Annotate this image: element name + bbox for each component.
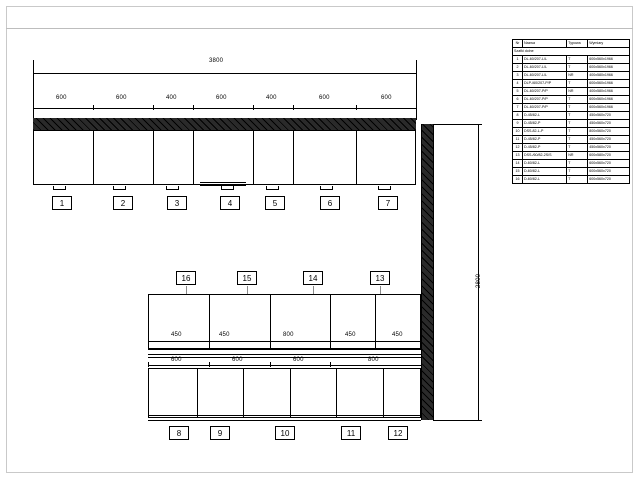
legend-cell-typ: NR — [567, 72, 588, 80]
segment-dim-label: 400 — [166, 95, 177, 101]
tag-5[interactable]: 5 — [265, 196, 285, 210]
lower-upper-dim-label: 450 — [171, 332, 182, 338]
legend-cell-name: DL-60/207-P/P — [522, 104, 566, 112]
leader-line — [186, 286, 187, 294]
tag-1[interactable]: 1 — [52, 196, 72, 210]
legend-cell-name: DL-60/207-P/P — [522, 96, 566, 104]
cabinet-detail-label — [206, 178, 207, 182]
legend-cell-nr: 14 — [513, 160, 523, 168]
dim-tick — [270, 362, 271, 367]
tag-16[interactable]: 16 — [176, 271, 196, 285]
legend-cell-dim: 600x560x720 — [588, 176, 630, 184]
legend-cell-nr: 13 — [513, 152, 523, 160]
legend-cell-nr: 15 — [513, 168, 523, 176]
run-separator — [148, 354, 421, 355]
tag-7[interactable]: 7 — [378, 196, 398, 210]
legend-cell-typ: T — [567, 120, 588, 128]
legend-cell-name: DL-60/207-L/L — [522, 72, 566, 80]
segment-dim-label: 600 — [56, 95, 67, 101]
lower-lower-dim-label: 800 — [368, 357, 379, 363]
legend-header-wymiary: Wymiary — [588, 40, 630, 48]
legend-cell-dim: 600x560x1966 — [588, 56, 630, 64]
right-dim-line — [478, 124, 479, 420]
dim-tick — [416, 105, 417, 110]
legend-cell-dim: 600x580x720 — [588, 152, 630, 160]
legend-cell-nr: 9 — [513, 120, 523, 128]
cabinet-foot — [266, 186, 279, 190]
legend-row — [513, 144, 630, 152]
dim-tick — [148, 338, 149, 343]
right-dim-label: 2800 — [476, 273, 482, 288]
cabinet-divider — [253, 130, 254, 185]
legend-cell-name: DL-60/207-L/L — [522, 56, 566, 64]
legend-cell-nr: 11 — [513, 136, 523, 144]
legend-cell-typ: T — [567, 144, 588, 152]
dim-tick — [356, 105, 357, 110]
cabinet-divider — [290, 368, 291, 418]
cabinet-divider — [383, 368, 384, 418]
lower-lower-dim-label: 600 — [293, 357, 304, 363]
legend-cell-typ: T — [567, 64, 588, 72]
legend-header-nr: Nr — [513, 40, 523, 48]
cabinet-foot — [221, 186, 234, 190]
tag-15[interactable]: 15 — [237, 271, 257, 285]
cabinet-foot — [320, 186, 333, 190]
tag-3[interactable]: 3 — [167, 196, 187, 210]
lower-lower-run — [148, 368, 421, 418]
legend-cell-nr: 8 — [513, 112, 523, 120]
tag-14[interactable]: 14 — [303, 271, 323, 285]
tag-11[interactable]: 11 — [341, 426, 361, 440]
legend-cell-nr: 4 — [513, 80, 523, 88]
sheet-header-rule — [6, 28, 633, 29]
ext-line — [433, 420, 481, 421]
legend-cell-dim: 400x580x1966 — [588, 88, 630, 96]
lower-upper-dim-label: 450 — [219, 332, 230, 338]
legend-cell-dim: 600x560x720 — [588, 168, 630, 176]
legend-cell-nr: 16 — [513, 176, 523, 184]
leader-line — [380, 286, 381, 294]
legend-header-typowa: Typowa — [567, 40, 588, 48]
leader-line — [247, 286, 248, 294]
cabinet-divider — [197, 368, 198, 418]
legend-row — [513, 176, 630, 184]
legend-table — [512, 39, 630, 184]
tag-4[interactable]: 4 — [220, 196, 240, 210]
segment-dim-label: 600 — [116, 95, 127, 101]
cabinet-foot — [378, 186, 391, 190]
floor-line — [148, 420, 421, 421]
legend-header-name: Nazwa — [522, 40, 566, 48]
legend-row — [513, 96, 630, 104]
legend-cell-nr: 3 — [513, 72, 523, 80]
dim-tick — [93, 105, 94, 110]
legend-row — [513, 64, 630, 72]
cabinet-divider — [193, 130, 194, 185]
upper-cabinet-run — [33, 130, 416, 185]
legend-cell-name: DLP-/60/207-P/P — [522, 80, 566, 88]
legend-cell-dim: 450x560x720 — [588, 112, 630, 120]
tag-10[interactable]: 10 — [275, 426, 295, 440]
legend-header-row — [513, 40, 630, 48]
tag-13[interactable]: 13 — [370, 271, 390, 285]
tag-12[interactable]: 12 — [388, 426, 408, 440]
legend-cell-typ: T — [567, 176, 588, 184]
legend-cell-dim: 800x560x720 — [588, 128, 630, 136]
dim-tick — [293, 105, 294, 110]
lower-lower-dim-line — [148, 365, 421, 366]
legend-group-row — [513, 48, 630, 56]
dim-tick — [148, 362, 149, 367]
legend-group-label: Szafki dolne — [513, 48, 630, 56]
legend-row — [513, 152, 630, 160]
legend-cell-typ: T — [567, 96, 588, 104]
lower-lower-dim-label: 600 — [232, 357, 243, 363]
leader-line — [313, 286, 314, 294]
cabinet-foot — [113, 186, 126, 190]
legend-row — [513, 128, 630, 136]
legend-cell-nr: 12 — [513, 144, 523, 152]
legend-row — [513, 104, 630, 112]
dim-tick — [270, 338, 271, 343]
dim-tick — [330, 362, 331, 367]
dim-tick — [153, 105, 154, 110]
ext-line — [416, 60, 417, 120]
tag-8[interactable]: 8 — [169, 426, 189, 440]
lower-upper-dim-label: 450 — [392, 332, 403, 338]
legend-row — [513, 112, 630, 120]
dim-tick — [209, 338, 210, 343]
legend-row — [513, 72, 630, 80]
cabinet-divider — [336, 368, 337, 418]
legend-cell-dim: 600x560x1966 — [588, 80, 630, 88]
legend-cell-dim: 600x560x1966 — [588, 64, 630, 72]
legend-cell-name: DL-60/207-L/L — [522, 64, 566, 72]
segment-dim-label: 400 — [266, 95, 277, 101]
tag-6[interactable]: 6 — [320, 196, 340, 210]
dim-tick — [330, 338, 331, 343]
cabinet-foot — [166, 186, 179, 190]
legend-cell-typ: NR — [567, 152, 588, 160]
legend-row — [513, 120, 630, 128]
legend-row — [513, 56, 630, 64]
dim-tick — [209, 362, 210, 367]
lower-upper-dim-label: 800 — [283, 332, 294, 338]
legend-row — [513, 168, 630, 176]
tag-9[interactable]: 9 — [210, 426, 230, 440]
legend-cell-typ: T — [567, 112, 588, 120]
dim-tick — [193, 105, 194, 110]
legend-cell-dim: 400x580x1966 — [588, 72, 630, 80]
legend-cell-typ: T — [567, 160, 588, 168]
legend-cell-name: DSS-82-L-P — [522, 128, 566, 136]
legend-cell-name: D-45/82-P — [522, 136, 566, 144]
plinth-line — [148, 415, 421, 416]
legend-cell-nr: 10 — [513, 128, 523, 136]
legend-cell-dim: 450x560x720 — [588, 120, 630, 128]
right-hatched-wall — [421, 124, 433, 420]
lower-upper-dim-label: 450 — [345, 332, 356, 338]
cabinet-divider — [93, 130, 94, 185]
ext-line — [33, 60, 34, 120]
segment-dim-label: 600 — [381, 95, 392, 101]
cabinet-divider — [356, 130, 357, 185]
legend-cell-nr: 2 — [513, 64, 523, 72]
top-hatched-band — [33, 118, 416, 130]
dim-tick — [253, 105, 254, 110]
wall-edge — [421, 124, 422, 420]
lower-lower-dim-label: 600 — [171, 357, 182, 363]
legend-cell-typ: T — [567, 136, 588, 144]
legend-cell-name: D-45/82-P — [522, 144, 566, 152]
legend-cell-typ: T — [567, 104, 588, 112]
segment-dim-line-top — [33, 108, 416, 109]
dim-tick — [33, 105, 34, 110]
cabinet-foot — [53, 186, 66, 190]
legend-cell-name: D-60/82-L — [522, 176, 566, 184]
legend-row — [513, 160, 630, 168]
dim-tick — [375, 338, 376, 343]
legend-cell-typ: T — [567, 128, 588, 136]
legend-cell-name: DL-60/207-P/P — [522, 88, 566, 96]
segment-dim-label: 600 — [319, 95, 330, 101]
tag-2[interactable]: 2 — [113, 196, 133, 210]
legend-cell-name: D-60/82-L — [522, 160, 566, 168]
legend-cell-typ: T — [567, 168, 588, 176]
legend-cell-name: DSS-/60/82-2S/S — [522, 152, 566, 160]
legend-row — [513, 88, 630, 96]
legend-cell-dim: 450x560x720 — [588, 136, 630, 144]
legend-cell-typ: T — [567, 56, 588, 64]
cabinet-detail-line — [200, 182, 246, 183]
legend-cell-dim: 600x560x720 — [588, 160, 630, 168]
wall-edge — [433, 124, 434, 420]
overall-dim-label: 3800 — [209, 58, 224, 64]
ext-line — [433, 124, 481, 125]
lower-upper-dim-line — [148, 341, 421, 342]
legend-cell-nr: 6 — [513, 96, 523, 104]
overall-dim-line-top — [33, 73, 416, 74]
legend-cell-dim: 600x560x1966 — [588, 96, 630, 104]
cabinet-divider — [153, 130, 154, 185]
legend-row — [513, 136, 630, 144]
legend-cell-name: D-45/82-L — [522, 112, 566, 120]
legend-cell-dim: 450x560x720 — [588, 144, 630, 152]
segment-dim-label: 600 — [216, 95, 227, 101]
legend-cell-nr: 1 — [513, 56, 523, 64]
run-separator — [148, 357, 421, 358]
legend-cell-nr: 7 — [513, 104, 523, 112]
legend-cell-nr: 5 — [513, 88, 523, 96]
legend-cell-name: D-60/82-L — [522, 168, 566, 176]
legend-cell-typ: T — [567, 80, 588, 88]
cabinet-divider — [293, 130, 294, 185]
legend-cell-typ: NR — [567, 88, 588, 96]
run-separator — [148, 349, 421, 350]
legend-cell-dim: 600x560x1966 — [588, 104, 630, 112]
dim-tick — [421, 338, 422, 343]
legend-row — [513, 80, 630, 88]
cabinet-divider — [243, 368, 244, 418]
legend-cell-name: D-45/82-P — [522, 120, 566, 128]
dim-tick — [421, 362, 422, 367]
